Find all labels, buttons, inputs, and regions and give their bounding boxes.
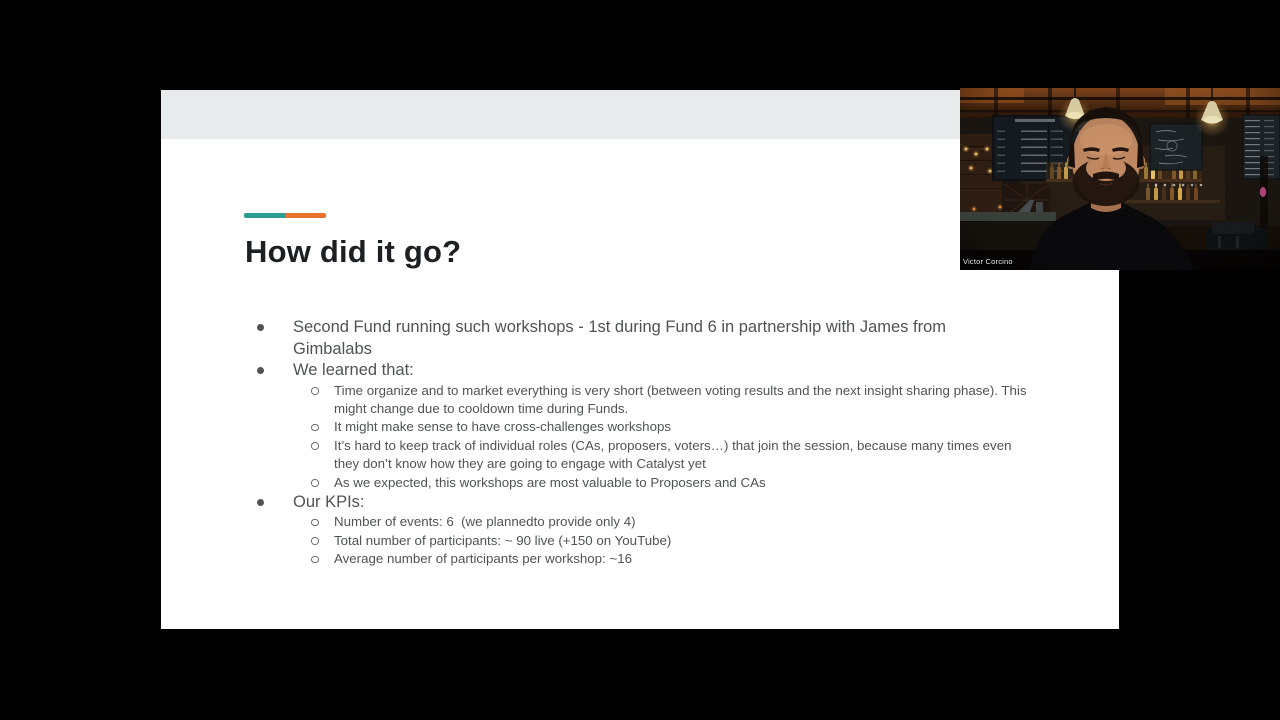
bullet-text: It’s hard to keep track of individual roles (CAs, proposers, voters…) that join the session, because many times even they don’t know how they are going to engage with Catalyst yet — [334, 437, 1016, 472]
bullet-item — [161, 550, 1081, 568]
bullet-item — [161, 532, 1081, 550]
bullet-marker — [257, 317, 293, 331]
webcam-video — [960, 88, 1280, 270]
slide-bullet-list — [161, 317, 1081, 569]
bullet-marker — [311, 513, 334, 526]
bullet-item — [161, 437, 1081, 474]
bullet-marker — [311, 382, 334, 395]
bullet-text: Our KPIs: — [293, 492, 365, 511]
bullet-text: Second Fund running such workshops - 1st during Fund 6 in partnership with James from Gimbalabs — [293, 318, 951, 358]
accent-bar-teal — [244, 213, 285, 218]
bullet-marker — [311, 418, 334, 431]
bullet-text: Average number of participants per workshop: ~16 — [334, 551, 632, 567]
participant-name-label: Victor Corcino — [963, 257, 1013, 266]
bullet-text: It might make sense to have cross-challenges workshops — [334, 419, 672, 435]
title-accent-bar — [244, 213, 326, 218]
bullet-marker — [257, 360, 293, 374]
bullet-marker — [311, 532, 334, 545]
bullet-item — [161, 418, 1081, 436]
bullet-item — [161, 492, 1081, 514]
bullet-item — [161, 474, 1081, 492]
bullet-text: Total number of participants: ~ 90 live (+150 on YouTube) — [334, 532, 672, 548]
webcam-tile[interactable] — [960, 88, 1280, 270]
bullet-item — [161, 382, 1081, 419]
bullet-marker — [311, 474, 334, 487]
bullet-text: As we expected, this workshops are most valuable to Proposers and CAs — [334, 474, 766, 490]
bullet-marker — [257, 492, 293, 506]
bullet-item — [161, 513, 1081, 531]
bullet-item — [161, 360, 1081, 382]
bullet-text: We learned that: — [293, 361, 414, 379]
bullet-marker — [311, 550, 334, 563]
bullet-marker — [311, 437, 334, 450]
bullet-text: Time organize and to market everything is very short (between voting results and the next insight sharing phase). This might change due to cooldown time during Funds. — [334, 382, 1031, 416]
slide-title: How did it go? — [245, 234, 462, 269]
bullet-text: Number of events: 6 (we plannedto provide only 4) — [334, 514, 636, 530]
accent-bar-orange — [285, 213, 326, 218]
bullet-item — [161, 317, 1081, 360]
